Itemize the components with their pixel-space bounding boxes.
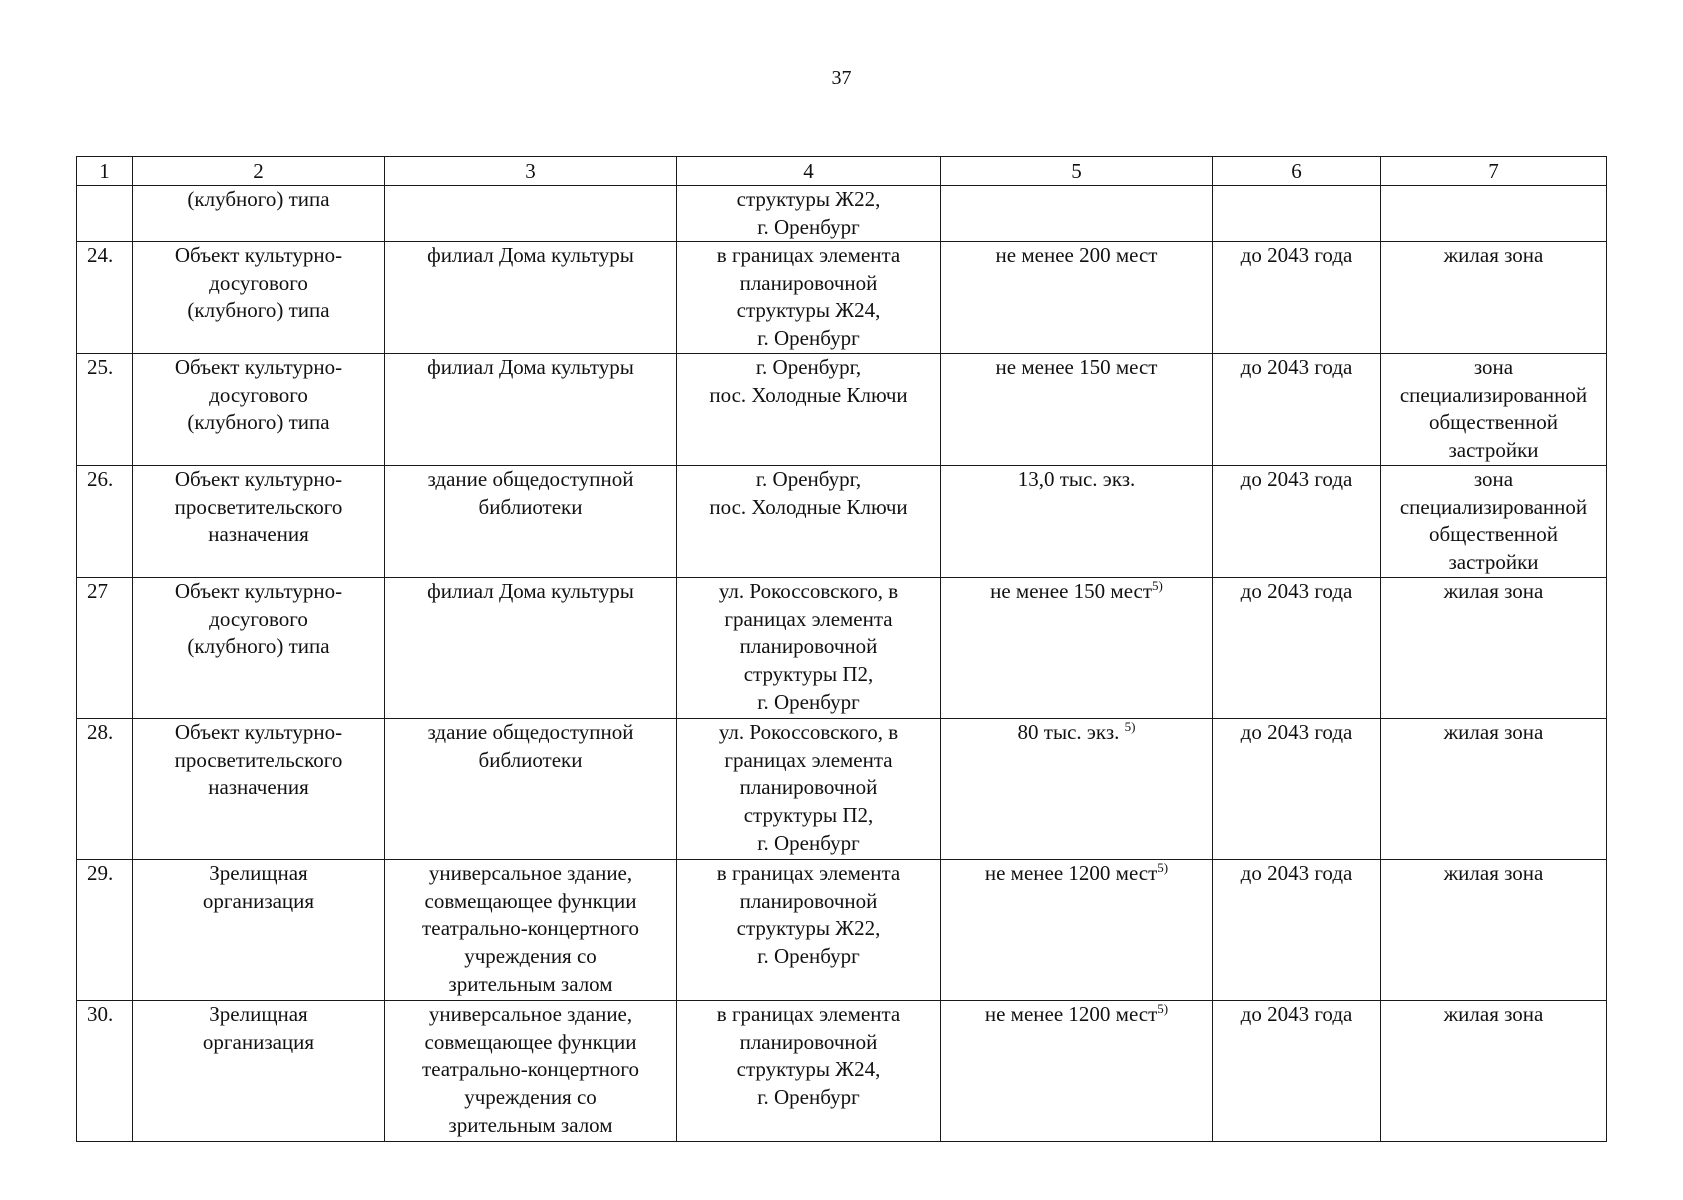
cell-capacity [941,242,1213,354]
header-col-5: 5 [941,157,1213,186]
cell-type: универсальное здание, совмещающее функции театрально-концертного учреждения со зрительным залом [385,1001,677,1142]
cell-zone: жилая зона [1381,1001,1607,1142]
capacity-value: не менее 150 мест [990,579,1153,604]
cell-capacity [941,186,1213,242]
cell-zone: зона специализированной общественной застройки [1381,466,1607,578]
cell-number [77,186,133,242]
cell-number: 29. [77,860,133,1001]
capacity-footnote: 5) [1124,719,1136,735]
cell-object: Объект культурно- просветительского назначения [133,466,385,578]
cell-type: филиал Дома культуры [385,578,677,719]
cell-type [385,186,677,242]
table-row [77,578,1607,719]
table-header [77,157,1607,186]
capacity-value: не менее 1200 мест [984,861,1158,886]
cell-term: до 2043 года [1213,860,1381,1001]
capacity-value: не менее 150 мест [995,355,1158,380]
cell-term: до 2043 года [1213,719,1381,860]
cell-number: 30. [77,1001,133,1142]
header-col-2: 2 [133,157,385,186]
cell-object: Объект культурно- досугового (клубного) типа [133,242,385,354]
cell-zone: жилая зона [1381,719,1607,860]
cell-object: Объект культурно- досугового (клубного) типа [133,578,385,719]
table-row [77,242,1607,354]
cell-type: здание общедоступной библиотеки [385,466,677,578]
cell-capacity [941,1001,1213,1142]
cell-number: 27 [77,578,133,719]
cell-zone [1381,186,1607,242]
table-body [77,186,1607,1142]
cell-location: ул. Рокоссовского, в границах элемента планировочной структуры П2, г. Оренбург [677,578,941,719]
table-row [77,186,1607,242]
cell-location: в границах элемента планировочной структуры Ж24, г. Оренбург [677,242,941,354]
cell-zone: жилая зона [1381,578,1607,719]
cell-number: 25. [77,354,133,466]
table-row [77,466,1607,578]
header-col-7: 7 [1381,157,1607,186]
capacity-footnote: 5) [1157,860,1169,876]
capacity-value: 13,0 тыс. экз. [1017,467,1136,492]
table-row [77,719,1607,860]
document-table [76,156,1607,1142]
cell-location: ул. Рокоссовского, в границах элемента планировочной структуры П2, г. Оренбург [677,719,941,860]
header-col-4: 4 [677,157,941,186]
cell-capacity [941,466,1213,578]
cell-term [1213,186,1381,242]
cell-term: до 2043 года [1213,242,1381,354]
cell-term: до 2043 года [1213,578,1381,719]
header-col-3: 3 [385,157,677,186]
cell-capacity [941,354,1213,466]
table-row [77,354,1607,466]
cell-location: в границах элемента планировочной структуры Ж24, г. Оренбург [677,1001,941,1142]
cell-location: г. Оренбург, пос. Холодные Ключи [677,354,941,466]
cell-term: до 2043 года [1213,354,1381,466]
header-col-1: 1 [77,157,133,186]
cell-location: г. Оренбург, пос. Холодные Ключи [677,466,941,578]
cell-location: в границах элемента планировочной структуры Ж22, г. Оренбург [677,860,941,1001]
cell-object: Объект культурно- досугового (клубного) типа [133,354,385,466]
cell-capacity [941,719,1213,860]
cell-zone: жилая зона [1381,860,1607,1001]
cell-object: (клубного) типа [133,186,385,242]
table-row [77,1001,1607,1142]
cell-number: 26. [77,466,133,578]
capacity-value: не менее 1200 мест [984,1002,1158,1027]
capacity-footnote: 5) [1157,1001,1169,1017]
cell-type: здание общедоступной библиотеки [385,719,677,860]
header-col-6: 6 [1213,157,1381,186]
cell-object: Зрелищная организация [133,860,385,1001]
cell-object: Зрелищная организация [133,1001,385,1142]
cell-term: до 2043 года [1213,466,1381,578]
cell-capacity [941,578,1213,719]
page-number: 37 [831,67,852,89]
table-row [77,860,1607,1001]
capacity-value: не менее 200 мест [995,243,1158,268]
cell-type: филиал Дома культуры [385,354,677,466]
header-row [77,157,1607,186]
cell-zone: зона специализированной общественной застройки [1381,354,1607,466]
cell-term: до 2043 года [1213,1001,1381,1142]
cell-zone: жилая зона [1381,242,1607,354]
cell-object: Объект культурно- просветительского назначения [133,719,385,860]
cell-number: 28. [77,719,133,860]
cell-number: 24. [77,242,133,354]
cell-capacity [941,860,1213,1001]
cell-type: филиал Дома культуры [385,242,677,354]
cell-location: структуры Ж22, г. Оренбург [677,186,941,242]
cell-type: универсальное здание, совмещающее функции театрально-концертного учреждения со зрительным залом [385,860,677,1001]
capacity-footnote: 5) [1152,578,1163,594]
capacity-value: 80 тыс. экз. [1017,720,1125,745]
